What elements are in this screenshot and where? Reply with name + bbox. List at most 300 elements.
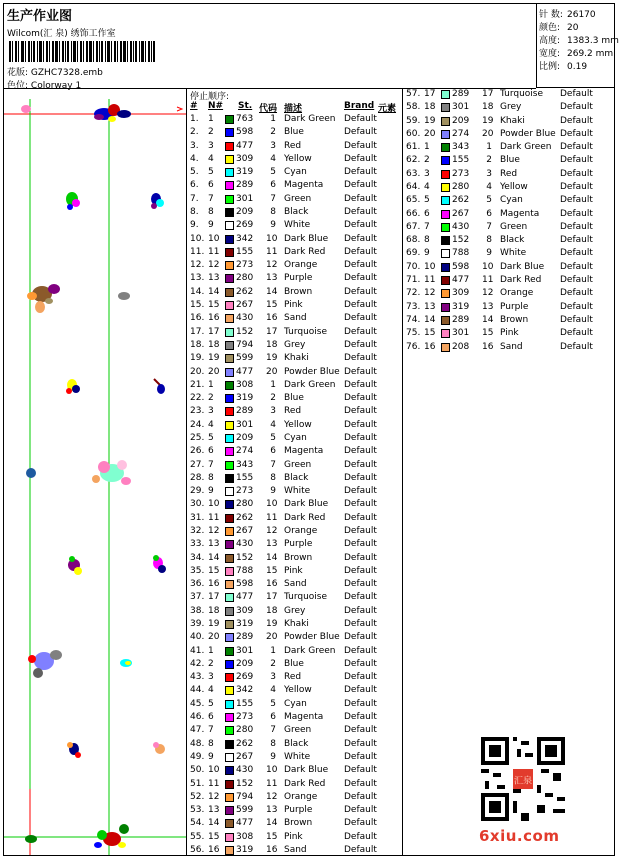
row-code: 10 — [266, 499, 278, 510]
color-swatch — [225, 766, 234, 775]
row-needle: 4 — [208, 153, 214, 164]
row-brand: Default — [344, 140, 377, 151]
row-code: 14 — [266, 818, 278, 829]
color-swatch — [441, 276, 450, 285]
row-brand: Default — [344, 765, 377, 776]
row-desc: Orange — [284, 791, 318, 802]
row-stitches: 301 — [236, 419, 254, 430]
row-code: 5 — [270, 698, 276, 709]
row-desc: Dark Blue — [500, 261, 545, 272]
row-needle: 8 — [208, 472, 214, 483]
row-brand: Default — [344, 273, 377, 284]
color-swatch — [225, 407, 234, 416]
stop-row — [188, 194, 402, 207]
row-needle: 5 — [424, 195, 430, 206]
row-brand: Default — [560, 301, 593, 312]
row-stitches: 788 — [452, 248, 470, 259]
row-desc: Turquoise — [284, 326, 328, 337]
row-num: 22. — [190, 393, 205, 404]
color-swatch — [441, 90, 450, 99]
row-stitches: 269 — [236, 220, 254, 231]
row-num: 64. — [406, 182, 421, 193]
row-num: 32. — [190, 525, 205, 536]
row-stitches: 342 — [236, 685, 254, 696]
row-stitches: 598 — [236, 579, 254, 590]
stop-row — [404, 262, 614, 275]
header-element: 元素 — [378, 104, 397, 114]
row-needle: 3 — [208, 140, 214, 151]
row-code: 18 — [266, 605, 278, 616]
preview-canvas — [4, 89, 187, 855]
row-brand: Default — [344, 366, 377, 377]
row-code: 13 — [266, 805, 278, 816]
row-desc: Green — [284, 725, 312, 736]
row-desc: Brown — [284, 818, 313, 829]
row-desc: Dark Green — [284, 379, 336, 390]
row-num: 36. — [190, 579, 205, 590]
row-desc: Blue — [284, 393, 304, 404]
stop-row — [188, 566, 402, 579]
row-stitches: 273 — [452, 168, 470, 179]
row-stitches: 155 — [452, 155, 470, 166]
row-num: 34. — [190, 552, 205, 563]
color-swatch — [225, 261, 234, 270]
row-stitches: 267 — [236, 300, 254, 311]
row-code: 12 — [266, 791, 278, 802]
row-code: 11 — [266, 512, 278, 523]
stop-row — [188, 353, 402, 366]
color-swatch — [225, 368, 234, 377]
row-desc: Khaki — [500, 115, 525, 126]
row-desc: White — [284, 486, 311, 497]
row-desc: Sand — [284, 313, 307, 324]
row-desc: Red — [284, 672, 302, 683]
row-num: 66. — [406, 208, 421, 219]
row-num: 25. — [190, 432, 205, 443]
row-code: 4 — [270, 419, 276, 430]
stop-row — [188, 460, 402, 473]
row-brand: Default — [560, 89, 593, 99]
row-code: 13 — [266, 539, 278, 550]
motif-row-2 — [66, 192, 164, 210]
row-num: 57. — [406, 89, 421, 99]
row-code: 16 — [266, 844, 278, 855]
stop-row — [188, 127, 402, 140]
row-code: 8 — [270, 207, 276, 218]
row-needle: 5 — [208, 432, 214, 443]
stop-row — [188, 473, 402, 486]
row-needle: 7 — [208, 725, 214, 736]
row-code: 10 — [266, 233, 278, 244]
color-swatch — [225, 527, 234, 536]
row-brand: Default — [344, 619, 377, 630]
color-swatch — [225, 780, 234, 789]
row-stitches: 155 — [236, 246, 254, 257]
row-stitches: 301 — [452, 328, 470, 339]
color-swatch — [225, 726, 234, 735]
row-needle: 17 — [424, 89, 436, 99]
row-stitches: 209 — [452, 115, 470, 126]
row-needle: 9 — [424, 248, 430, 259]
row-code: 1 — [270, 379, 276, 390]
row-stitches: 155 — [236, 472, 254, 483]
row-brand: Default — [344, 592, 377, 603]
row-stitches: 430 — [236, 313, 254, 324]
row-stitches: 262 — [236, 738, 254, 749]
stop-row — [188, 141, 402, 154]
row-desc: Grey — [284, 339, 306, 350]
row-code: 19 — [482, 115, 494, 126]
row-stitches: 477 — [236, 140, 254, 151]
color-swatch — [441, 236, 450, 245]
stop-row — [188, 513, 402, 526]
stop-row — [404, 102, 614, 115]
row-needle: 11 — [424, 275, 436, 286]
row-brand: Default — [560, 155, 593, 166]
motif-top — [21, 104, 131, 122]
row-code: 7 — [270, 459, 276, 470]
stop-row — [404, 248, 614, 261]
row-num: 11. — [190, 246, 205, 257]
row-desc: Magenta — [284, 180, 324, 191]
row-needle: 2 — [208, 393, 214, 404]
stop-row — [188, 632, 402, 645]
row-desc: Khaki — [284, 619, 309, 630]
row-needle: 6 — [208, 712, 214, 723]
row-num: 51. — [190, 778, 205, 789]
row-needle: 2 — [424, 155, 430, 166]
stop-row — [188, 380, 402, 393]
color-swatch — [225, 487, 234, 496]
row-stitches: 343 — [452, 142, 470, 153]
stop-row — [188, 739, 402, 752]
row-desc: Brown — [284, 552, 313, 563]
row-desc: Blue — [284, 658, 304, 669]
row-stitches: 280 — [236, 499, 254, 510]
row-needle: 7 — [424, 221, 430, 232]
row-desc: Black — [500, 235, 525, 246]
row-num: 40. — [190, 632, 205, 643]
color-swatch — [225, 580, 234, 589]
row-desc: Green — [284, 459, 312, 470]
stop-row — [404, 222, 614, 235]
color-swatch — [225, 833, 234, 842]
row-needle: 9 — [208, 486, 214, 497]
row-needle: 1 — [208, 645, 214, 656]
color-swatch — [225, 235, 234, 244]
row-brand: Default — [560, 102, 593, 113]
row-needle: 1 — [424, 142, 430, 153]
row-num: 1. — [190, 114, 199, 124]
row-needle: 3 — [424, 168, 430, 179]
stop-arrow-icon — [177, 107, 182, 111]
header-brand: Brand — [344, 101, 375, 111]
row-code: 13 — [266, 273, 278, 284]
row-needle: 6 — [208, 446, 214, 457]
row-code: 7 — [270, 193, 276, 204]
row-needle: 12 — [208, 260, 220, 271]
stop-row — [188, 526, 402, 539]
row-num: 68. — [406, 235, 421, 246]
stop-row — [188, 792, 402, 805]
row-stitches: 794 — [236, 339, 254, 350]
row-brand: Default — [344, 486, 377, 497]
barcode — [9, 41, 155, 62]
row-num: 58. — [406, 102, 421, 113]
row-brand: Default — [560, 208, 593, 219]
row-needle: 17 — [208, 326, 220, 337]
row-stitches: 309 — [236, 605, 254, 616]
color-swatch — [225, 354, 234, 363]
stat-colors: 颜色: 20 — [539, 23, 579, 33]
stop-row — [188, 247, 402, 260]
row-desc: Dark Red — [500, 275, 542, 286]
stop-row — [188, 765, 402, 778]
stop-row — [404, 142, 614, 155]
row-num: 13. — [190, 273, 205, 284]
stop-row — [188, 659, 402, 672]
row-desc: Pink — [284, 300, 303, 311]
row-stitches: 208 — [452, 341, 470, 352]
row-stitches: 477 — [236, 818, 254, 829]
row-brand: Default — [344, 220, 377, 231]
color-swatch — [441, 263, 450, 272]
row-brand: Default — [344, 579, 377, 590]
row-stitches: 269 — [236, 672, 254, 683]
row-brand: Default — [344, 326, 377, 337]
row-brand: Default — [344, 127, 377, 138]
row-stitches: 319 — [236, 167, 254, 178]
row-desc: Cyan — [284, 167, 307, 178]
row-code: 13 — [482, 301, 494, 312]
row-stitches: 599 — [236, 805, 254, 816]
color-swatch — [225, 540, 234, 549]
color-swatch — [225, 221, 234, 230]
row-brand: Default — [344, 658, 377, 669]
stop-row — [188, 579, 402, 592]
row-num: 67. — [406, 221, 421, 232]
row-code: 20 — [482, 128, 494, 139]
row-stitches: 289 — [452, 314, 470, 325]
row-stitches: 301 — [236, 645, 254, 656]
color-swatch — [225, 819, 234, 828]
row-num: 7. — [190, 193, 199, 204]
row-num: 39. — [190, 619, 205, 630]
row-needle: 11 — [208, 512, 220, 523]
row-stitches: 152 — [236, 778, 254, 789]
stop-row — [404, 155, 614, 168]
row-stitches: 289 — [236, 180, 254, 191]
row-needle: 16 — [424, 341, 436, 352]
row-brand: Default — [344, 605, 377, 616]
row-num: 27. — [190, 459, 205, 470]
color-swatch — [225, 155, 234, 164]
row-brand: Default — [560, 115, 593, 126]
stop-row — [188, 433, 402, 446]
row-code: 19 — [266, 619, 278, 630]
stop-row — [404, 288, 614, 301]
stop-sequence-column-1 — [188, 89, 403, 855]
row-needle: 17 — [208, 592, 220, 603]
row-needle: 11 — [208, 246, 220, 257]
row-needle: 14 — [208, 286, 220, 297]
stop-row — [188, 805, 402, 818]
stop-row — [404, 235, 614, 248]
color-swatch — [225, 567, 234, 576]
color-swatch — [225, 288, 234, 297]
row-code: 16 — [266, 313, 278, 324]
row-code: 7 — [486, 221, 492, 232]
color-swatch — [441, 170, 450, 179]
row-needle: 13 — [208, 273, 220, 284]
row-brand: Default — [560, 168, 593, 179]
stop-row — [188, 779, 402, 792]
row-code: 15 — [266, 565, 278, 576]
row-brand: Default — [344, 712, 377, 723]
row-needle: 20 — [208, 632, 220, 643]
color-swatch — [225, 181, 234, 190]
stop-row — [188, 367, 402, 380]
row-needle: 18 — [424, 102, 436, 113]
row-desc: Red — [284, 406, 302, 417]
row-code: 20 — [266, 632, 278, 643]
stat-stitches: 针 数: 26170 — [539, 10, 596, 20]
row-needle: 2 — [208, 658, 214, 669]
row-brand: Default — [344, 499, 377, 510]
stop-row — [188, 699, 402, 712]
row-num: 4. — [190, 153, 199, 164]
row-stitches: 289 — [236, 632, 254, 643]
row-code: 2 — [270, 658, 276, 669]
color-swatch — [225, 593, 234, 602]
company-name: Wilcom(汇 泉) 绣饰工作室 — [7, 29, 116, 39]
row-code: 14 — [266, 286, 278, 297]
motif-row-5 — [26, 460, 131, 485]
row-brand: Default — [560, 235, 593, 246]
row-brand: Default — [344, 446, 377, 457]
row-num: 24. — [190, 419, 205, 430]
row-brand: Default — [344, 246, 377, 257]
color-swatch — [225, 168, 234, 177]
row-brand: Default — [344, 552, 377, 563]
row-desc: Pink — [284, 565, 303, 576]
color-swatch — [225, 647, 234, 656]
row-brand: Default — [344, 818, 377, 829]
row-stitches: 430 — [452, 221, 470, 232]
row-brand: Default — [344, 751, 377, 762]
color-swatch — [225, 208, 234, 217]
color-swatch — [225, 500, 234, 509]
stop-row — [404, 195, 614, 208]
row-brand: Default — [344, 233, 377, 244]
row-brand: Default — [344, 167, 377, 178]
design-preview — [4, 89, 187, 855]
row-desc: Orange — [284, 260, 318, 271]
row-stitches: 262 — [452, 195, 470, 206]
row-code: 6 — [486, 208, 492, 219]
row-stitches: 598 — [236, 127, 254, 138]
row-code: 16 — [266, 579, 278, 590]
stop-row — [188, 499, 402, 512]
stop-row — [188, 646, 402, 659]
row-needle: 14 — [208, 552, 220, 563]
row-stitches: 309 — [452, 288, 470, 299]
stat-height: 高度: 1383.3 mm — [539, 36, 619, 46]
row-code: 8 — [486, 235, 492, 246]
stop-row — [188, 592, 402, 605]
row-desc: White — [284, 751, 311, 762]
row-desc: Powder Blue — [284, 632, 340, 643]
color-swatch — [441, 156, 450, 165]
color-swatch — [225, 633, 234, 642]
color-swatch — [441, 117, 450, 126]
row-code: 4 — [486, 182, 492, 193]
row-needle: 19 — [208, 619, 220, 630]
row-needle: 11 — [208, 778, 220, 789]
row-stitches: 273 — [236, 260, 254, 271]
color-swatch — [441, 316, 450, 325]
row-num: 3. — [190, 140, 199, 151]
color-swatch — [441, 183, 450, 192]
row-code: 7 — [270, 725, 276, 736]
row-brand: Default — [344, 539, 377, 550]
row-needle: 14 — [424, 314, 436, 325]
qr-seal-text: 汇泉 — [513, 775, 533, 787]
stats-panel — [536, 4, 619, 88]
row-stitches: 280 — [236, 273, 254, 284]
color-swatch — [441, 329, 450, 338]
row-brand: Default — [344, 791, 377, 802]
row-brand: Default — [560, 248, 593, 259]
row-needle: 9 — [208, 220, 214, 231]
motif-row-7 — [28, 650, 132, 678]
row-num: 30. — [190, 499, 205, 510]
row-code: 3 — [270, 672, 276, 683]
stop-row — [188, 207, 402, 220]
row-stitches: 477 — [452, 275, 470, 286]
row-stitches: 209 — [236, 207, 254, 218]
row-desc: Dark Green — [500, 142, 552, 153]
stop-row — [188, 446, 402, 459]
row-num: 16. — [190, 313, 205, 324]
color-swatch — [225, 660, 234, 669]
row-num: 23. — [190, 406, 205, 417]
row-code: 17 — [266, 592, 278, 603]
stop-row — [188, 313, 402, 326]
stop-sequence-title: 停止顺序: — [190, 92, 230, 102]
stop-row — [404, 209, 614, 222]
row-brand: Default — [560, 314, 593, 325]
row-stitches: 301 — [236, 193, 254, 204]
row-stitches: 794 — [236, 791, 254, 802]
stop-row — [404, 315, 614, 328]
row-desc: Magenta — [284, 712, 324, 723]
row-stitches: 289 — [452, 89, 470, 99]
row-desc: White — [284, 220, 311, 231]
row-needle: 20 — [424, 128, 436, 139]
design-name: 花版: GZHC7328.emb — [7, 68, 103, 78]
row-num: 43. — [190, 672, 205, 683]
row-desc: Dark Blue — [284, 499, 329, 510]
row-brand: Default — [560, 288, 593, 299]
row-code: 8 — [270, 738, 276, 749]
row-stitches: 342 — [236, 233, 254, 244]
row-brand: Default — [344, 725, 377, 736]
row-brand: Default — [560, 142, 593, 153]
row-code: 10 — [482, 261, 494, 272]
row-desc: Dark Blue — [284, 765, 329, 776]
row-desc: Dark Red — [284, 778, 326, 789]
